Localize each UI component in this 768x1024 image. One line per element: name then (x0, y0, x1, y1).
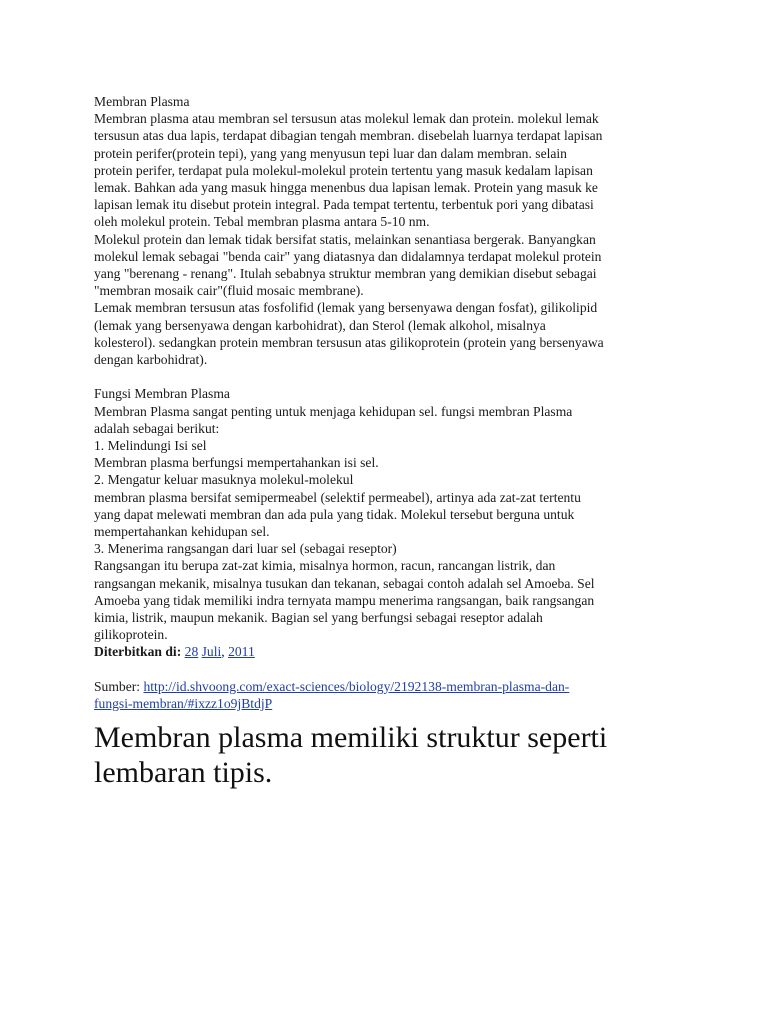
published-label: Diterbitkan di: (94, 644, 182, 660)
paragraph-line: Amoeba yang tidak memiliki indra ternyata mampu menerima rangsangan, baik rangsangan (94, 592, 595, 608)
list-item: 3. Menerima rangsangan dari luar sel (sebagai reseptor) (94, 541, 397, 557)
paragraph-line: (lemak yang bersenyawa dengan karbohidrat), dan Sterol (lemak alkohol, misalnya (94, 317, 546, 333)
spacer (94, 368, 690, 385)
document-page (94, 93, 690, 790)
paragraph-line: tersusun atas dua lapis, terdapat dibagian tengah membran. disebelah luarnya terdapat lapisan (94, 128, 603, 144)
heading-line: lembaran tipis. (94, 756, 273, 790)
source-url-link[interactable]: http://id.shvoong.com/exact-sciences/biology/2192138-membran-plasma-dan- (143, 678, 570, 694)
paragraph-line: Membran plasma berfungsi mempertahankan isi sel. (94, 455, 379, 471)
paragraph-line: gilikoprotein. (94, 627, 168, 643)
paragraph-line: Rangsangan itu berupa zat-zat kimia, misalnya hormon, racun, rancangan listrik, dan (94, 558, 556, 574)
section-title: Membran Plasma (94, 94, 190, 109)
paragraph-line: adalah sebagai berikut: (94, 420, 220, 436)
published-date: Diterbitkan di: 28 Juli, 2011 (94, 644, 255, 660)
list-item: 2. Mengatur keluar masuknya molekul-molekul (94, 472, 354, 488)
section-fungsi-membran-plasma (94, 385, 690, 643)
paragraph-line: lapisan lemak itu disebut protein integral. Pada tempat tertentu, terbentuk pori yang dibatasi (94, 197, 594, 213)
paragraph-line: molekul lemak sebagai "benda cair" yang diatasnya dan didalamnya terdapat molekul protein (94, 248, 602, 264)
section-title: Fungsi Membran Plasma (94, 386, 230, 402)
paragraph-line: protein perifer(protein tepi), yang yang menyusun tepi luar dan dalam membran. selain (94, 145, 567, 161)
source-label: Sumber: (94, 678, 141, 694)
paragraph-line: Membran plasma atau membran sel tersusun atas molekul lemak dan protein. molekul lemak (94, 111, 599, 127)
paragraph-line: yang "berenang - renang". Itulah sebabnya struktur membran yang demikian disebut sebagai (94, 266, 597, 282)
source-citation (94, 678, 690, 712)
paragraph-line: kolesterol). sedangkan protein membran tersusun atas gilikoprotein (protein yang bersenyawa (94, 334, 604, 350)
published-day-link[interactable]: 28 (184, 644, 199, 660)
paragraph-line: Membran Plasma sangat penting untuk menjaga kehidupan sel. fungsi membran Plasma (94, 403, 573, 419)
published-month-link[interactable]: Juli (201, 644, 222, 660)
heading-line: Membran plasma memiliki struktur seperti (94, 721, 608, 755)
section-membran-plasma (94, 93, 690, 368)
paragraph-line: dengan karbohidrat). (94, 352, 208, 368)
paragraph-line: kimia, listrik, maupun mekanik. Bagian sel yang berfungsi sebagai reseptor adalah (94, 610, 543, 626)
paragraph-line: oleh molekul protein. Tebal membran plasma antara 5-10 nm. (94, 214, 430, 230)
list-item: 1. Melindungi Isi sel (94, 438, 207, 454)
paragraph-line: lemak. Bahkan ada yang masuk hingga menenbus dua lapisan lemak. Protein yang masuk ke (94, 180, 598, 196)
paragraph-line: Lemak membran tersusun atas fosfolifid (lemak yang bersenyawa dengan fosfat), gilikolipid (94, 300, 598, 316)
paragraph-line: protein perifer, terdapat pula molekul-molekul protein tertentu yang masuk kedalam lapisan (94, 162, 593, 178)
paragraph-line: mempertahankan kehidupan sel. (94, 524, 270, 540)
paragraph-line: "membran mosaik cair"(fluid mosaic membrane). (94, 283, 364, 299)
paragraph-line: membran plasma bersifat semipermeabel (selektif permeabel), artinya ada zat-zat tertentu (94, 489, 581, 505)
published-year-link[interactable]: 2011 (228, 644, 255, 660)
main-heading (94, 720, 690, 790)
paragraph-line: Molekul protein dan lemak tidak bersifat statis, melainkan senantiasa bergerak. Banyangkan (94, 231, 596, 247)
source-url-link-continued[interactable]: fungsi-membran/#ixzz1o9jBtdjP (94, 695, 273, 711)
paragraph-line: yang dapat melewati membran dan ada pula yang tidak. Molekul tersebut berguna untuk (94, 506, 575, 522)
paragraph-line: rangsangan mekanik, misalnya tusukan dan tekanan, sebagai contoh adalah sel Amoeba. Sel (94, 575, 595, 591)
